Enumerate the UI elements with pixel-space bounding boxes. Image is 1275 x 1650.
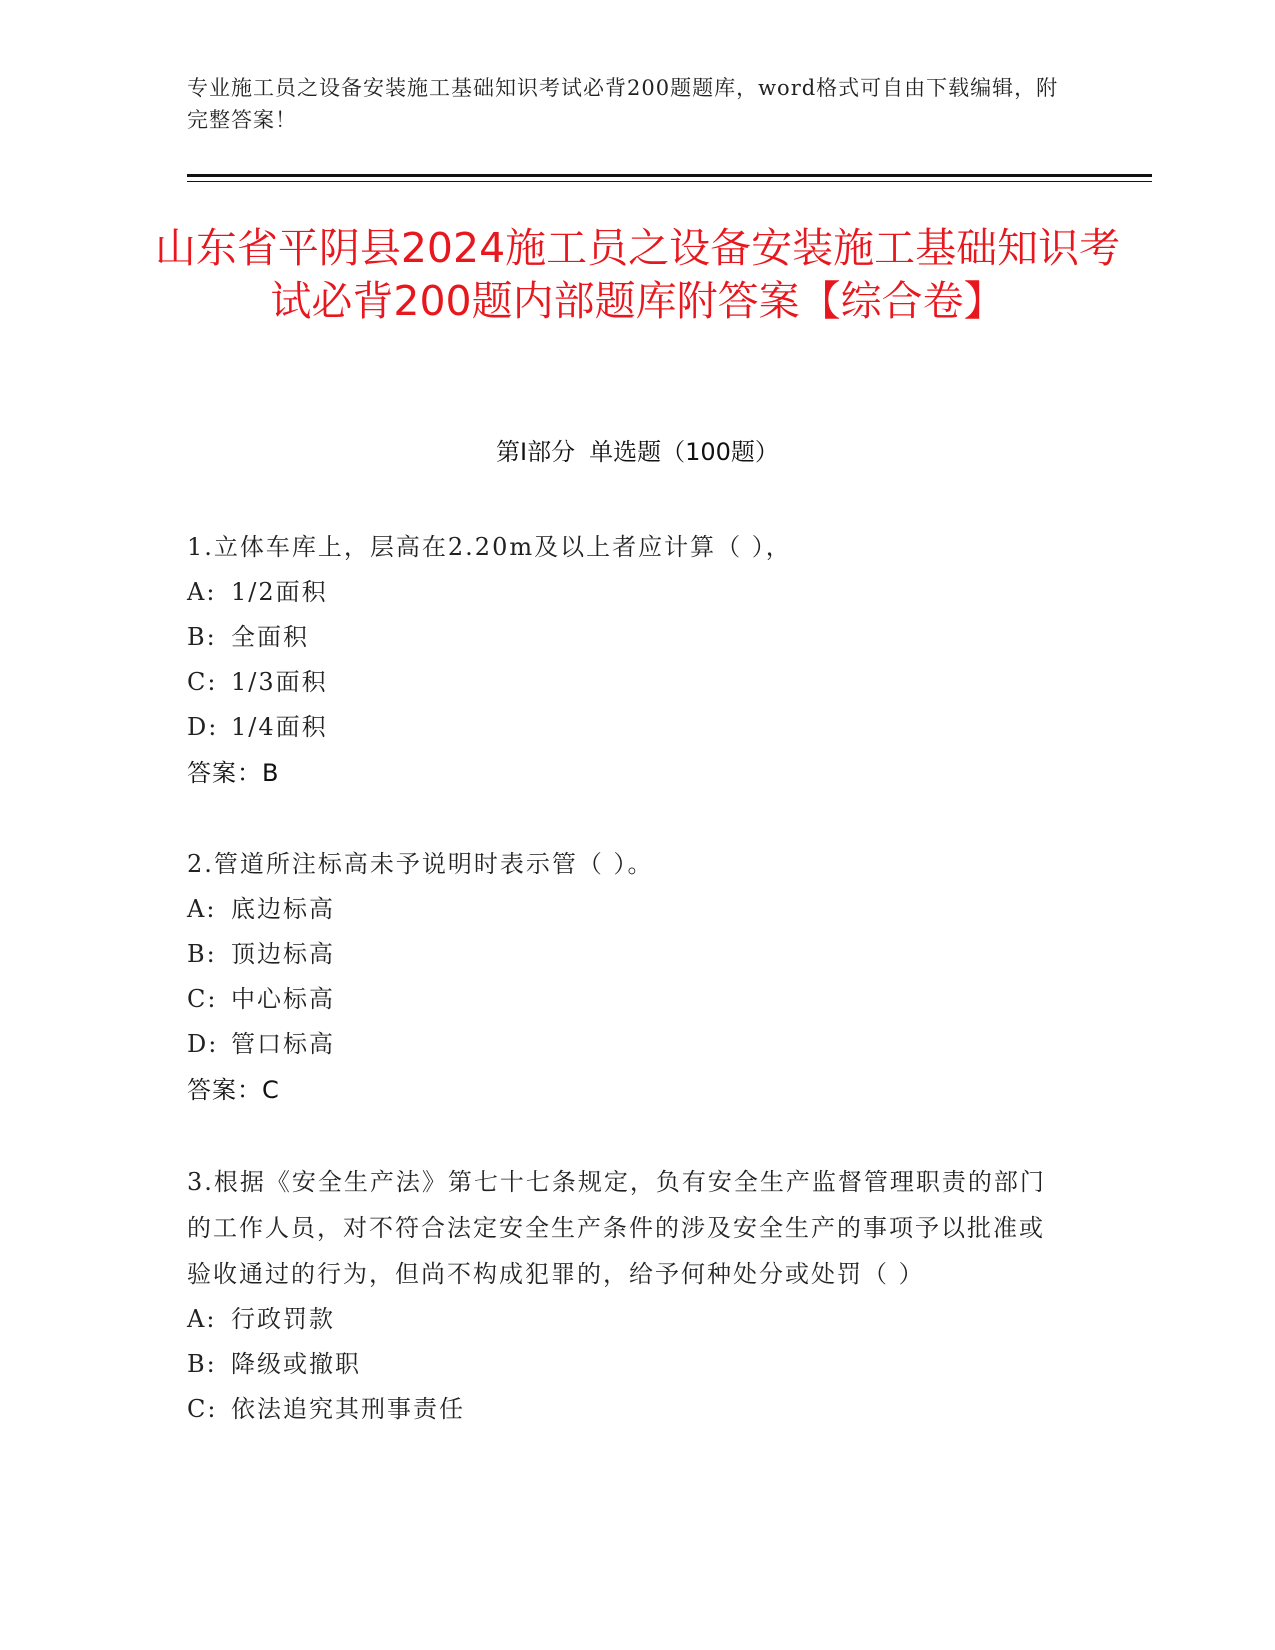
option-text: 管口标高 <box>231 1030 335 1058</box>
option-key: A: <box>187 578 217 606</box>
answer: 答案：B <box>187 759 280 787</box>
option-key: D: <box>187 1030 219 1058</box>
option-text: 1/2面积 <box>231 578 328 606</box>
option-a <box>187 887 1067 932</box>
option-text: 底边标高 <box>231 895 335 923</box>
option-text: 1/4面积 <box>231 713 328 741</box>
option-text: 中心标高 <box>231 985 335 1013</box>
option-text: 1/3面积 <box>231 668 328 696</box>
option-b <box>187 1342 1067 1387</box>
question-stem: 3.根据《安全生产法》第七十七条规定，负有安全生产监督管理职责的部门的工作人员，对不符合法定安全生产条件的涉及安全生产的事项予以批准或验收通过的行为，但尚不构成犯罪的，给予何种处分或处罚（ ） <box>187 1168 1046 1288</box>
option-c <box>187 660 1067 705</box>
section-heading <box>0 436 1275 468</box>
option-b <box>187 932 1067 977</box>
question-1 <box>187 524 1067 796</box>
header-rule-thick <box>187 174 1152 177</box>
option-text: 全面积 <box>231 623 309 651</box>
option-text: 降级或撤职 <box>231 1350 361 1378</box>
option-key: B: <box>187 940 217 968</box>
question-2 <box>187 841 1067 1113</box>
question-stem: 2.管道所注标高未予说明时表示管（ ）。 <box>187 850 654 878</box>
section-label: 第I部分 <box>496 438 576 466</box>
option-text: 行政罚款 <box>231 1305 335 1333</box>
answer: 答案：C <box>187 1076 280 1104</box>
option-text: 顶边标高 <box>231 940 335 968</box>
option-key: A: <box>187 895 217 923</box>
option-b <box>187 615 1067 660</box>
header-rule-thin <box>187 181 1152 182</box>
option-key: A: <box>187 1305 217 1333</box>
option-d <box>187 705 1067 750</box>
option-c <box>187 1387 1067 1432</box>
option-key: B: <box>187 1350 217 1378</box>
option-key: C: <box>187 668 218 696</box>
option-key: C: <box>187 985 218 1013</box>
option-key: C: <box>187 1395 218 1423</box>
header-note: 专业施工员之设备安装施工基础知识考试必背200题题库，word格式可自由下载编辑，附完整答案！ <box>187 76 1059 132</box>
option-key: D: <box>187 713 219 741</box>
option-a <box>187 1297 1067 1342</box>
option-a <box>187 570 1067 615</box>
question-stem: 1.立体车库上，层高在2.20m及以上者应计算（ ）， <box>187 533 792 561</box>
option-key: B: <box>187 623 217 651</box>
document-title: 山东省平阴县2024施工员之设备安装施工基础知识考试必背200题内部题库附答案【综合卷】 <box>154 224 1121 325</box>
option-d <box>187 1022 1067 1067</box>
option-c <box>187 977 1067 1022</box>
question-3 <box>187 1159 1067 1432</box>
section-name: 单选题（100题） <box>589 438 779 466</box>
option-text: 依法追究其刑事责任 <box>231 1395 465 1423</box>
